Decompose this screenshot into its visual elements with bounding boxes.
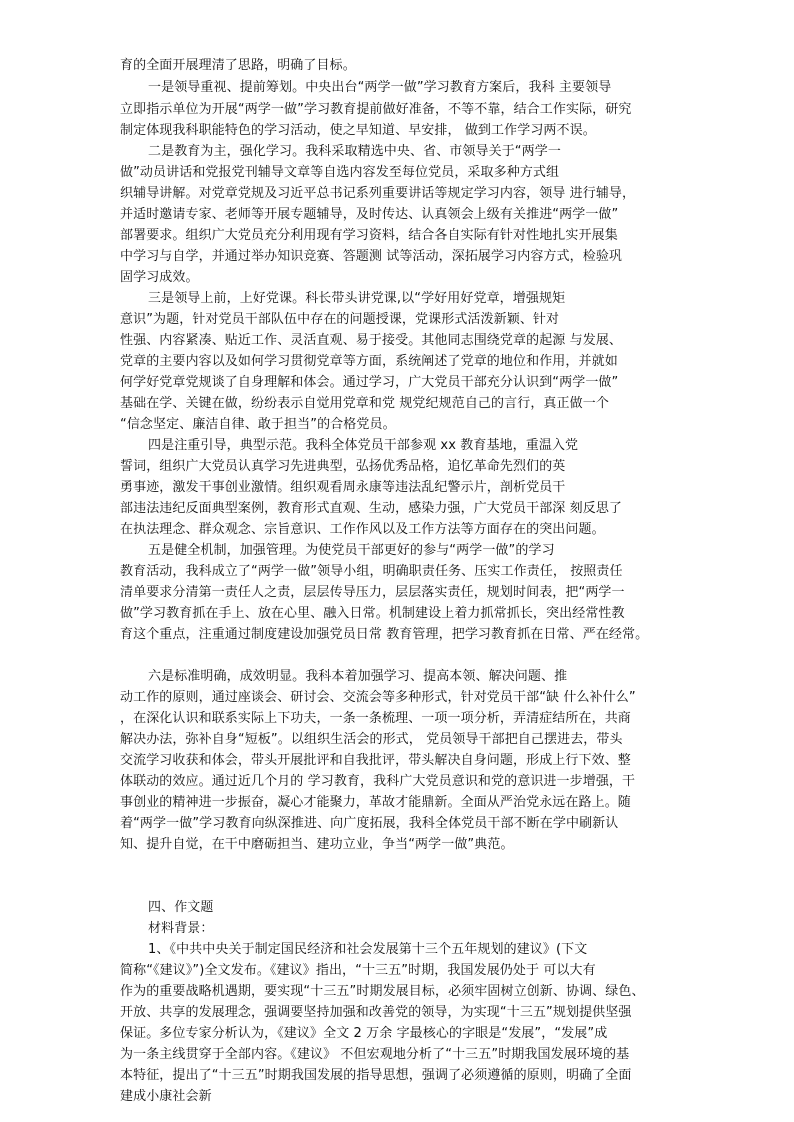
text-line: 为一条主线贯穿于全部内容。《建议》 不但宏观地分析了“十三五”时期我国发展环境的基 [120,1047,630,1062]
text-line: 交流学习收获和体会，带头开展批评和自我批评，带头解决自身问题，形成上行下效、整 [120,753,631,768]
text-line: 五是健全机制，加强管理。为使党员干部更好的参与“两学一做”的学习 [148,543,555,558]
text-line: 并适时邀请专家、老师等开展专题辅导，及时传达、认真领会上级有关推进“两学一做” [120,207,619,222]
text-line: 建成小康社会新 [120,1089,212,1104]
text-line: 本特征，提出了“十三五”时期我国发展的指导思想，强调了必须遵循的原则，明确了全面 [120,1068,632,1083]
text-line: 动工作的原则，通过座谈会、研讨会、交流会等多种形式，针对党员干部“缺 什么补什么” [120,690,636,705]
section-subheading: 材料背景： [148,921,214,936]
text-line: 知、提升自觉，在干中磨砺担当、建功立业，争当“两学一做”典范。 [120,837,514,852]
text-line: 教育活动，我科成立了“两学一做”领导小组，明确职责任务、压实工作责任， 按照责任 [120,564,623,579]
text-line: 勇事迹，激发干事创业激情。组织观看周永康等违法乱纪警示片，剖析党员干 [120,480,566,495]
text-line: 1、《中共中央关于制定国民经济和社会发展第十三个五年规划的建议》(下文 [148,942,588,957]
text-line: 四是注重引导，典型示范。我科全体党员干部参观 xx 教育基地，重温入党 [148,438,579,453]
text-line: 织辅导讲解。对党章党规及习近平总书记系列重要讲话等规定学习内容，领导 进行辅导， [120,186,636,201]
text-line: 党章的主要内容以及如何学习贯彻党章等方面，系统阐述了党章的地位和作用，并就如 [120,354,618,369]
text-line: 事创业的精神进一步振奋，凝心才能聚力，革故才能鼎新。全面从严治党永远在路上。随 [120,795,631,810]
text-line: 六是标准明确，成效明显。我科本着加强学习、提高本领、解决问题、推 [148,669,568,684]
text-line: 立即指示单位为开展“两学一做”学习教育提前做好准备，不等不靠，结合工作实际，研究 [120,102,632,117]
text-line: 三是领导上前，上好党课。科长带头讲党课,以“学好用好党章，增强规矩 [148,291,566,306]
text-line: 固学习成效。 [120,270,199,285]
text-line: 体联动的效应。通过近几个月的 学习教育，我科广大党员意识和党的意识进一步增强，干 [120,774,636,789]
text-line: 简称“《建议》”)全文发布。《建议》指出，“十三五”时期，我国发展仍处于 可以大有 [120,963,596,978]
text-line: 开放、共享的发展理念，强调要坚持加强和改善党的领导，为实现“十三五”规划提供坚强 [120,1005,632,1020]
text-line: 基础在学、关键在做，纷纷表示自觉用党章和党 规党纪规范自己的言行，真正做一个 [120,396,609,411]
text-line: 部署要求。组织广大党员充分利用现有学习资料，结合各自实际有针对性地扎实开展集 [120,228,618,243]
text-line: “信念坚定、廉洁自律、敢于担当”的合格党员。 [120,417,396,432]
text-line: 作为的重要战略机遇期，要实现“十三五”时期发展目标，必须牢固树立创新、协调、绿色、 [120,984,645,999]
text-line: 部违法违纪反面典型案例，教育形式直观、生动，感染力强，广大党员干部深 刻反思了 [120,501,623,516]
text-line: 意识”为题，针对党员干部队伍中存在的问题授课，党课形式活泼新颖、针对 [120,312,560,327]
text-line: 二是教育为主，强化学习。我科采取精选中央、省、市领导关于“两学一 [148,144,561,159]
text-line: ，在深化认识和联系实际上下功夫，一条一条梳理、一项一项分析，弄清症结所在，共商 [120,711,631,726]
text-line: 何学好党章党规谈了自身理解和体会。通过学习，广大党员干部充分认识到“两学一做” [120,375,619,390]
text-line: 一是领导重视、提前筹划。中央出台“两学一做”学习教育方案后，我科 主要领导 [148,80,612,95]
text-line: 中学习与自学，并通过举办知识竞赛、答题测 试等活动，深拓展学习内容方式，检验巩 [120,249,623,264]
text-line: 育这个重点，注重通过制度建设加强党员日常 教育管理，把学习教育抓在日常、严在经常。 [120,627,649,642]
text-line: 做”学习教育抓在手上、放在心里、融入日常。机制建设上着力抓常抓长，突出经常性教 [120,606,625,621]
text-line: 在执法理念、群众观念、宗旨意识、工作作风以及工作方法等方面存在的突出问题。 [120,522,605,537]
text-line: 清单要求分清第一责任人之责，层层传导压力，层层落实责任，规划时间表，把“两学一 [120,585,625,600]
text-line: 誓词，组织广大党员认真学习先进典型，弘扬优秀品格，追忆革命先烈们的英 [120,459,566,474]
text-line: 性强、内容紧凑、贴近工作、灵活直观、易于接受。其他同志围绕党章的起源 与发展、 [120,333,623,348]
text-line: 育的全面开展理清了思路，明确了目标。 [120,58,356,73]
text-line: 着“两学一做”学习教育向纵深推进、向广度拓展，我科全体党员干部不断在学中刷新认 [120,816,619,831]
text-line: 制定体现我科职能特色的学习活动，使之早知道、早安排， 做到工作学习两不误。 [120,123,596,138]
text-line: 做”动员讲话和党报党刊辅导文章等自选内容发至每位党员，采取多种方式组 [120,165,560,180]
section-heading: 四、作文题 [148,900,214,915]
text-line: 保证。多位专家分析认为，《建议》全文 2 万余 字最核心的字眼是“发展”，“发展”成 [120,1026,608,1041]
text-line: 解决办法，弥补自身“短板”。以组织生活会的形式， 党员领导干部把自己摆进去，带头 [120,732,623,747]
